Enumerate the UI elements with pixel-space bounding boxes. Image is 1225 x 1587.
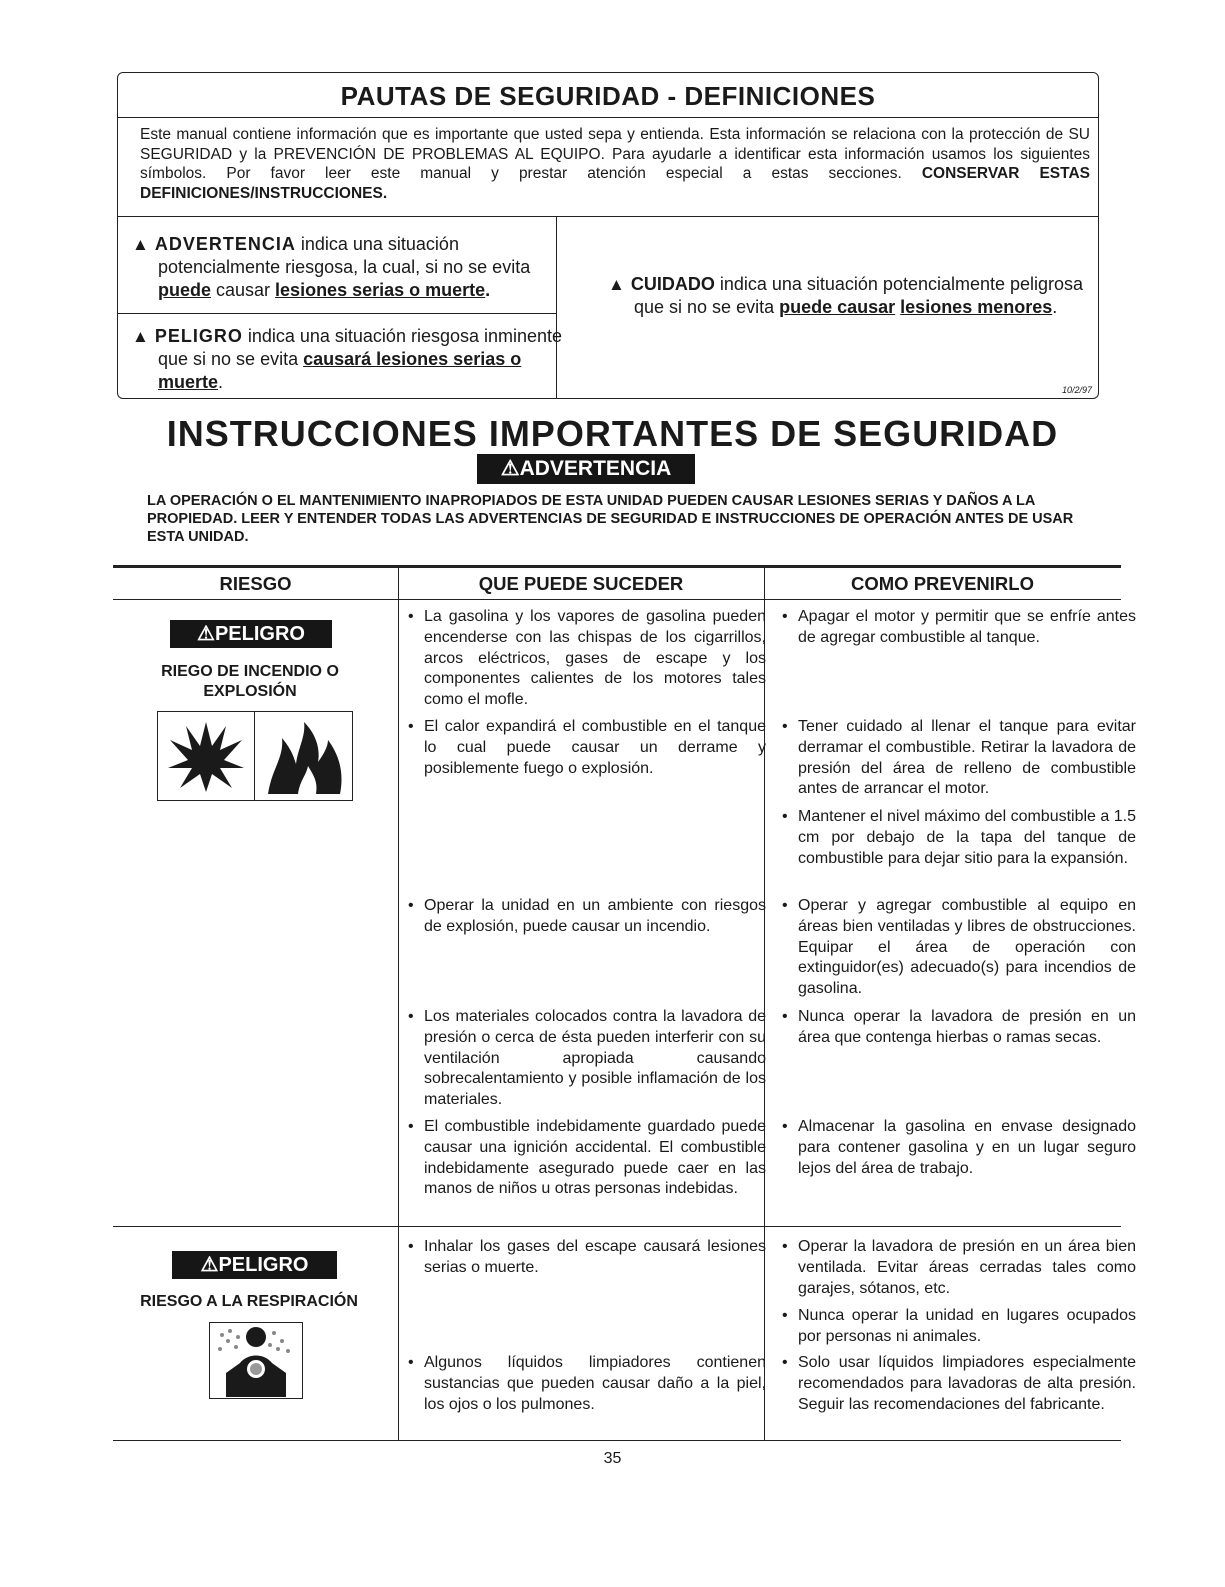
list-item: • Algunos líquidos limpiadores contienen sustancias que pueden causar daño a la piel, los ojos o los pulmones. <box>408 1353 766 1415</box>
risk-label-breathing: RIESGO A LA RESPIRACIÓN <box>140 1293 358 1310</box>
header-riesgo: RIESGO <box>219 573 292 594</box>
list-item: • Operar y agregar combustible al equipo en áreas bien ventiladas y libres de obstrucciones. Equipar el área de operación con extinguidor(es) adecuado(s) para incendios de gasolina. <box>782 896 1136 1000</box>
list-item: • Tener cuidado al llenar el tanque para evitar derramar el combustible. Retirar la lavadora de presión del área de relleno de combustible antes de arrancar el motor. <box>782 717 1136 800</box>
warning-triangle-icon: ▲ <box>608 275 625 294</box>
fire-explosion-icons <box>157 711 353 801</box>
divider <box>118 117 1098 118</box>
list-item: • Operar la unidad en un ambiente con riesgos de explosión, puede causar un incendio. <box>408 896 766 938</box>
warning-triangle-icon: ⚠ <box>197 623 215 645</box>
definitions-title: PAUTAS DE SEGURIDAD - DEFINICIONES <box>340 81 876 111</box>
list-item: • El calor expandirá el combustible en el tanque lo cual puede causar un derrame y posiblemente fuego o explosión. <box>408 717 766 779</box>
table-bottom-rule <box>113 1440 1121 1441</box>
header-como-prevenirlo: COMO PREVENIRLO <box>851 573 1034 594</box>
warning-triangle-icon: ⚠ <box>500 457 520 480</box>
list-item: • Inhalar los gases del escape causará lesiones serias o muerte. <box>408 1237 766 1279</box>
cuidado-definition: ▲ CUIDADO indica una situación potencialmente peligrosa que si no se evita puede causar lesiones menores. <box>608 274 1084 317</box>
divider <box>118 313 556 314</box>
peligro-badge: ⚠PELIGRO <box>170 620 332 648</box>
advertencia-badge: ⚠ADVERTENCIA <box>477 454 695 484</box>
header-rule <box>113 599 1121 600</box>
list-item: • Nunca operar la lavadora de presión en un área que contenga hierbas o ramas secas. <box>782 1007 1136 1049</box>
breathing-hazard-icon <box>209 1322 303 1399</box>
peligro-badge: ⚠PELIGRO <box>172 1251 337 1279</box>
revision-date: 10/2/97 <box>1061 385 1092 395</box>
list-item: • La gasolina y los vapores de gasolina pueden encenderse con las chispas de los cigarrillos, arcos eléctricos, gases de escape y los componentes calientes de los motores tales como el mofle. <box>408 607 766 711</box>
page-title: INSTRUCCIONES IMPORTANTES DE SEGURIDAD <box>166 413 1059 454</box>
list-item: • El combustible indebidamente guardado puede causar una ignición accidental. El combustible indebidamente asegurado puede caer en las manos de niños u otras personas indebidas. <box>408 1117 766 1200</box>
row-divider <box>113 1226 1121 1227</box>
header-que-puede-suceder: QUE PUEDE SUCEDER <box>478 573 684 594</box>
list-item: • Los materiales colocados contra la lavadora de presión o cerca de ésta pueden interferir con su ventilación apropiada causando sobrecalentamiento y posible inflamación de los materiales. <box>408 1007 766 1111</box>
definitions-intro: Este manual contiene información que es importante que usted sepa y entienda. Esta información se relaciona con la protección de SU SEGURIDAD y la PREVENCIÓN DE PROBLEMAS AL EQUIPO. Para ayudarle a identificar esta información usamos los siguientes símbolos. Por favor leer este manual y prestar atención especial a estas secciones. CONSERVAR ESTAS DEFINICIONES/INSTRUCCIONES. <box>140 126 1090 202</box>
list-item: • Apagar el motor y permitir que se enfríe antes de agregar combustible al tanque. <box>782 607 1136 649</box>
warning-text: LA OPERACIÓN O EL MANTENIMIENTO INAPROPIADOS DE ESTA UNIDAD PUEDEN CAUSAR LESIONES SERIAS Y DAÑOS A LA PROPIEDAD. LEER Y ENTENDER TODAS LAS ADVERTENCIAS DE SEGURIDAD E INSTRUCCIONES DE OPERACIÓN ANTES DE USAR ESTA UNIDAD. <box>147 493 1074 545</box>
divider <box>118 216 1098 217</box>
list-item: • Operar la lavadora de presión en un área bien ventilada. Evitar áreas cerradas tales como garajes, sótanos, etc. <box>782 1237 1136 1299</box>
gas-inhalation-icon <box>210 1323 302 1398</box>
explosion-icon <box>166 718 246 794</box>
list-item: • Nunca operar la unidad en lugares ocupados por personas ni animales. <box>782 1306 1136 1348</box>
warning-triangle-icon: ⚠ <box>200 1254 219 1276</box>
fire-icon <box>262 718 346 796</box>
list-item: • Almacenar la gasolina en envase designado para contener gasolina y en un lugar seguro lejos del área de trabajo. <box>782 1117 1136 1179</box>
column-divider <box>398 565 399 1440</box>
peligro-definition: ▲ PELIGRO indica una situación riesgosa inminente que si no se evita causará lesiones serias o muerte. <box>132 326 563 392</box>
warning-triangle-icon: ▲ <box>132 327 149 346</box>
list-item: • Solo usar líquidos limpiadores especialmente recomendados para lavadoras de alta presión. Seguir las recomendaciones del fabricante. <box>782 1353 1136 1415</box>
warning-triangle-icon: ▲ <box>132 235 149 254</box>
definitions-box <box>117 72 1099 399</box>
risk-label-fire: RIEGO DE INCENDIO O EXPLOSIÓN <box>161 663 339 700</box>
advertencia-definition: ▲ ADVERTENCIA indica una situación potencialmente riesgosa, la cual, si no se evita puede causar lesiones serias o muerte. <box>132 234 531 300</box>
divider <box>254 712 255 800</box>
table-top-rule <box>113 565 1121 568</box>
list-item: • Mantener el nivel máximo del combustible a 1.5 cm por debajo de la tapa del tanque de combustible para dejar sitio para la expansión. <box>782 807 1136 869</box>
page-number: 35 <box>603 1450 622 1467</box>
